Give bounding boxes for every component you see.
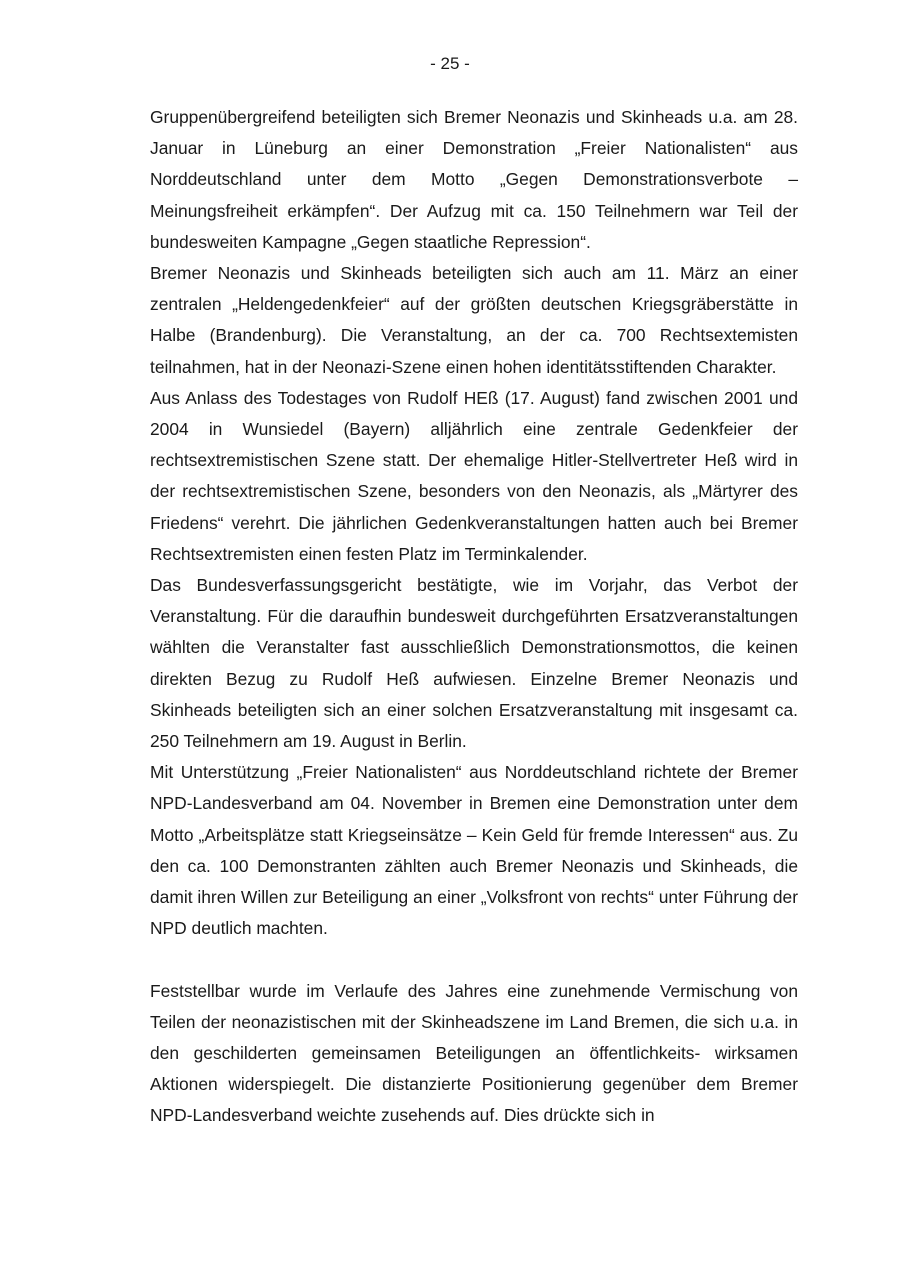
paragraph-lueneburg: Gruppenübergreifend beteiligten sich Bremer Neonazis und Skinheads u.a. am 28. Januar in Lüneburg an einer Demonstration „Freier Nationalisten“ aus Norddeutschland unter dem Motto „Gegen Demonstrationsverbote – Meinungsfreiheit erkämpfen“. Der Aufzug mit ca. 150 Teilnehmern war Teil der bundesweiten Kampagne „Gegen staatliche Repression“. [150, 107, 798, 252]
document-body [150, 102, 798, 1132]
paragraph-vermischung: Feststellbar wurde im Verlaufe des Jahres eine zunehmende Vermischung von Teilen der neonazistischen mit der Skinheadszene im Land Bremen, die sich u.a. in den geschilderten gemeinsamen Beteiligungen an öffentlichkeits- wirksamen Aktionen widerspiegelt. Die distanzierte Positionierung gegenüber dem Bremer NPD-Landesverband weichte zusehends auf. Dies drückte sich in [150, 980, 798, 1126]
paragraph-spacer [150, 944, 798, 975]
paragraph-npd-demonstration: Mit Unterstützung „Freier Nationalisten“ aus Norddeutschland richtete der Bremer NPD-Landesverband am 04. November in Bremen eine Demonstration unter dem Motto „Arbeitsplätze statt Kriegseinsätze – Kein Geld für fremde Interessen“ aus. Zu den ca. 100 Demonstranten zählten auch Bremer Neonazis und Skinheads, die damit ihren Willen zur Beteiligung an einer „Volksfront von rechts“ unter Führung der NPD deutlich machten. [150, 762, 798, 939]
paragraph-halbe: Bremer Neonazis und Skinheads beteiligten sich auch am 11. März an einer zentralen „Heldengedenkfeier“ auf der größten deutschen Kriegsgräberstätte in Halbe (Brandenburg). Die Veranstaltung, an der ca. 700 Rechtsextemisten teilnahmen, hat in der Neonazi-Szene einen hohen identitätsstiftenden Charakter. [150, 263, 798, 377]
paragraph-verbot: Das Bundesverfassungsgericht bestätigte, wie im Vorjahr, das Verbot der Veranstaltung. Für die daraufhin bundesweit durchgeführten Ersatzveranstaltungen wählten die Veranstalter fast ausschließlich Demonstrationsmottos, die keinen direkten Bezug zu Rudolf Heß aufwiesen. Einzelne Bremer Neonazis und Skinheads beteiligten sich an einer solchen Ersatzveranstaltung mit insgesamt ca. 250 Teilnehmern am 19. August in Berlin. [150, 575, 798, 752]
paragraph-wunsiedel: Aus Anlass des Todestages von Rudolf HEß (17. August) fand zwischen 2001 und 2004 in Wunsiedel (Bayern) alljährlich eine zentrale Gedenkfeier der rechtsextremistischen Szene statt. Der ehemalige Hitler-Stellvertreter Heß wird in der rechtsextremistischen Szene, besonders von den Neonazis, als „Märtyrer des Friedens“ verehrt. Die jährlichen Gedenkveranstaltungen hatten auch bei Bremer Rechtsextremisten einen festen Platz im Terminkalender. [150, 387, 798, 564]
page-number: - 25 - [430, 54, 470, 73]
